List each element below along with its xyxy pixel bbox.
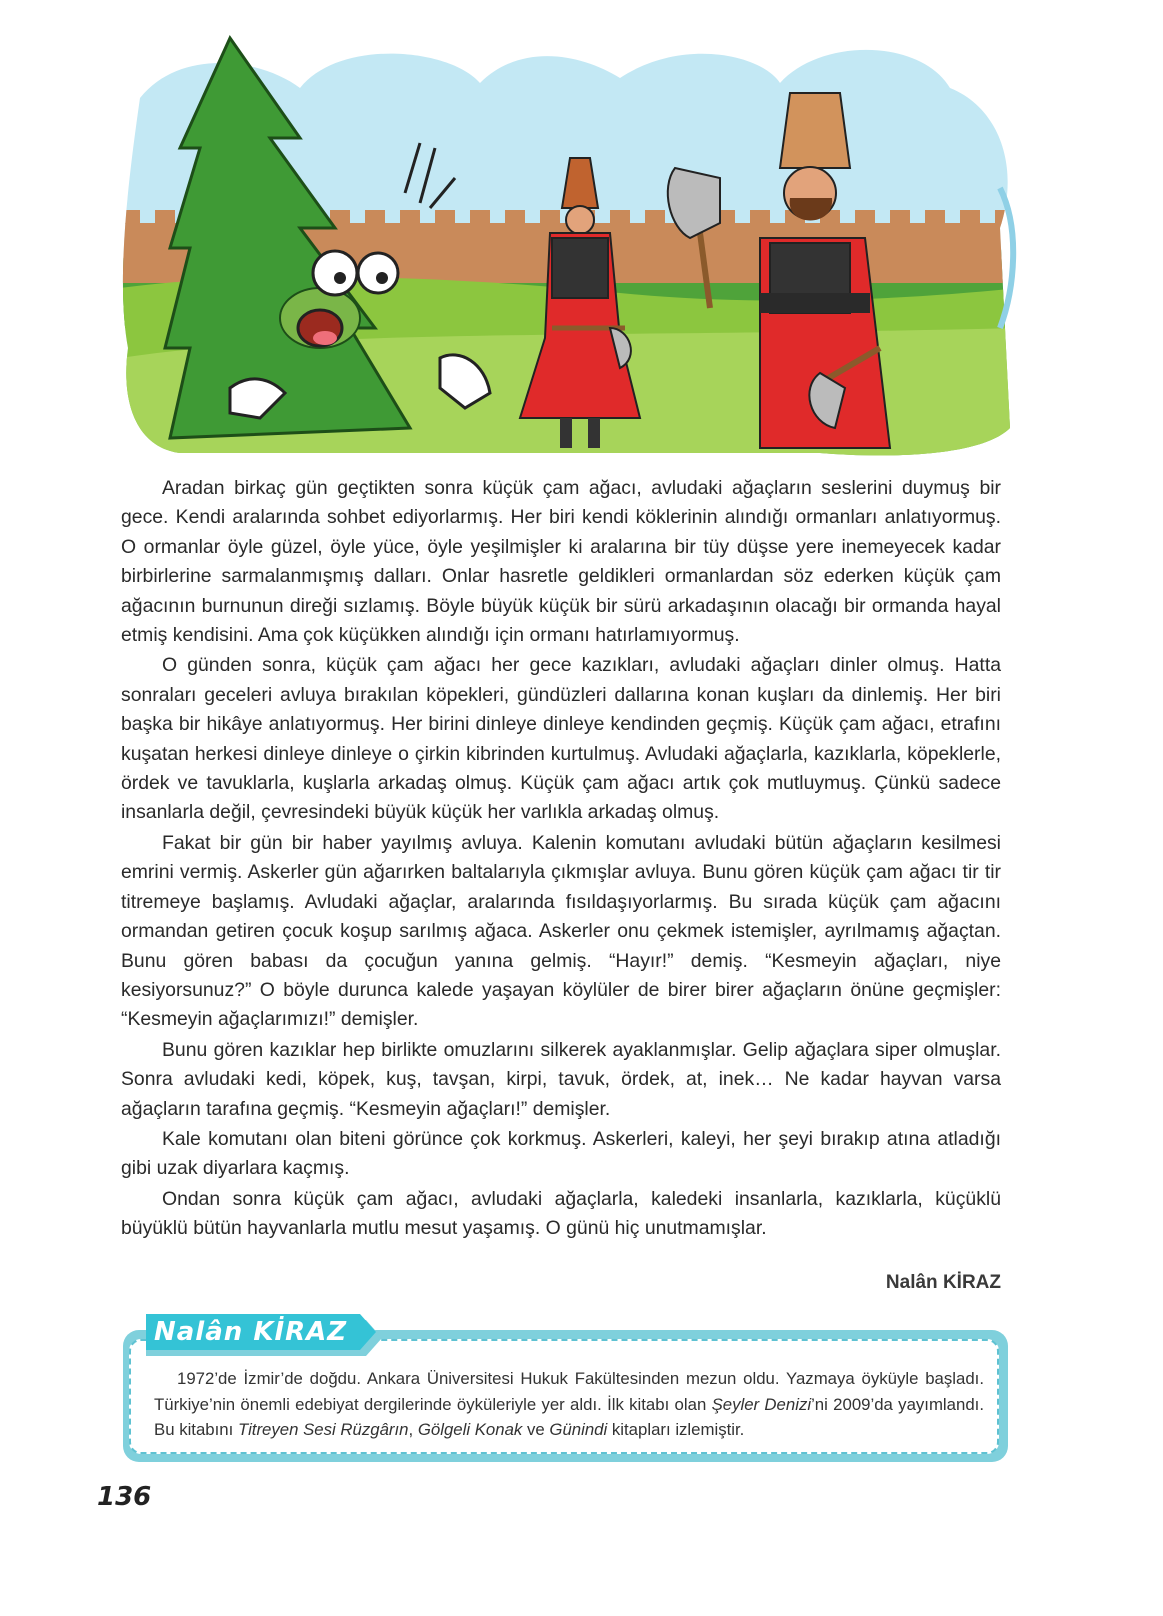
page-number: 136 [97,1482,152,1512]
story-text [121,474,1001,1245]
story-paragraph: Ondan sonra küçük çam ağacı, avludaki ağaçlarla, kaledeki insanlarla, kazıklarla, küçüklü büyüklü bütün hayvanlarla mutlu mesut yaşamış. O günü hiç unutmamışlar. [121,1187,1001,1240]
bio-text-part: 1972’de İzmir’de doğdu. Ankara Üniversitesi Hukuk Fakültesinden mezun oldu. Yazmaya öyküyle başladı. Türkiye’nin önemli edebiyat dergilerinde öyküleriyle yer aldı. İlk kitabı olan [154,1369,984,1414]
story-paragraph: Bunu gören kazıklar hep birlikte omuzlarını silkerek ayaklanmışlar. Gelip ağaçlara siper olmuşlar. Sonra avludaki kedi, köpek, kuş, tavşan, kirpi, tavuk, ördek, at, inek… Ne kadar hayvan varsa ağaçların tarafına geçmiş. “Kesmeyin ağaçları!” demişler. [121,1038,1001,1120]
story-paragraph: Aradan birkaç gün geçtikten sonra küçük çam ağacı, avludaki ağaçların seslerini duymuş bir gece. Kendi aralarında sohbet ediyorlarmış. Her biri kendi köklerinin alındığı ormanları anlatıyormuş. O ormanlar öyle güzel, öyle yüce, öyle yeşilmişler ki aralarına bir tüy düşse yere inemeyecek kadar birbirlerine sarmalanmışmış dalları. Onlar hasretle geldikleri ormanlardan söz ederken küçük çam ağacının burnunun direği sızlamış. Böyle büyük küçük bir sürü arkadaşının olacağı bir ormanda hayal etmiş kendisini. Ama çok küçükken alındığı için ormanı hatırlamıyormuş. [121,477,1001,647]
story-illustration [120,28,1020,468]
bio-text-part: ve [522,1420,550,1439]
bio-text-part: ’ni 2009’da yayımlandı. Bu kitabını [154,1394,984,1439]
story-paragraph: O günden sonra, küçük çam ağacı her gece kazıkları, avludaki ağaçları dinler olmuş. Hatta sonraları geceleri avluya bırakılan köpekleri, gündüzleri dallarına konan kuşları da dinlemiş. Her biri başka bir hikâye anlatıyormuş. Her birini dinleye dinleye kendinden geçmiş. Küçük çam ağacı, etrafını kuşatan herkesi dinleye dinleye o çirkin kibrinden kurtulmuş. Avludaki ağaçlarla, kazıklarla, köpeklerle, ördek ve tavuklarla, kuşlarla arkadaş olmuş. Küçük çam ağacı artık çok mutluymuş. Çünkü sadece insanlarla değil, çevresindeki büyük küçük her varlıkla arkadaş olmuş. [121,654,1001,824]
book-title: Günindi [549,1420,608,1439]
bio-text-part: , [408,1420,418,1439]
story-paragraph: Fakat bir gün bir haber yayılmış avluya. Kalenin komutanı avludaki bütün ağaçların kesilmesi emrini vermiş. Askerler gün ağarırken baltalarıyla çıkmışlar avluya. Bunu gören küçük çam ağacı tir tir titremeye başlamış. Avludaki ağaçlar, aralarında fısıldaşıyorlarmış. Bu sırada küçük çam ağacını ormandan getiren çocuk koşup sarılmış ağaca. Askerler onu çekmek istemişler, ayrılmamış ağaçtan. Bunu gören babası da çocuğun yanına gelmiş. “Hayır!” demiş. “Kesmeyin ağaçları, niye kesiyorsunuz?” O böyle durunca kalede yaşayan köylüler de birer birer ağaçların önüne geçmişler: “Kesmeyin ağaçlarımızı!” demişler. [121,831,1001,1031]
story-paragraph: Kale komutanı olan biteni görünce çok korkmuş. Askerleri, kaleyi, her şeyi bırakıp atına atladığı gibi uzak diyarlara kaçmış. [121,1127,1001,1180]
bio-title: Nalân KİRAZ [154,1317,348,1347]
book-title: Gölgeli Konak [417,1420,523,1439]
bio-text-part: kitapları izlemiştir. [607,1420,745,1439]
book-title: Şeyler Denizi [711,1394,812,1414]
author-bio-text [154,1366,984,1443]
book-title: Titreyen Sesi Rüzgârın [237,1420,409,1439]
author-signature: Nalân KİRAZ [885,1272,1001,1293]
